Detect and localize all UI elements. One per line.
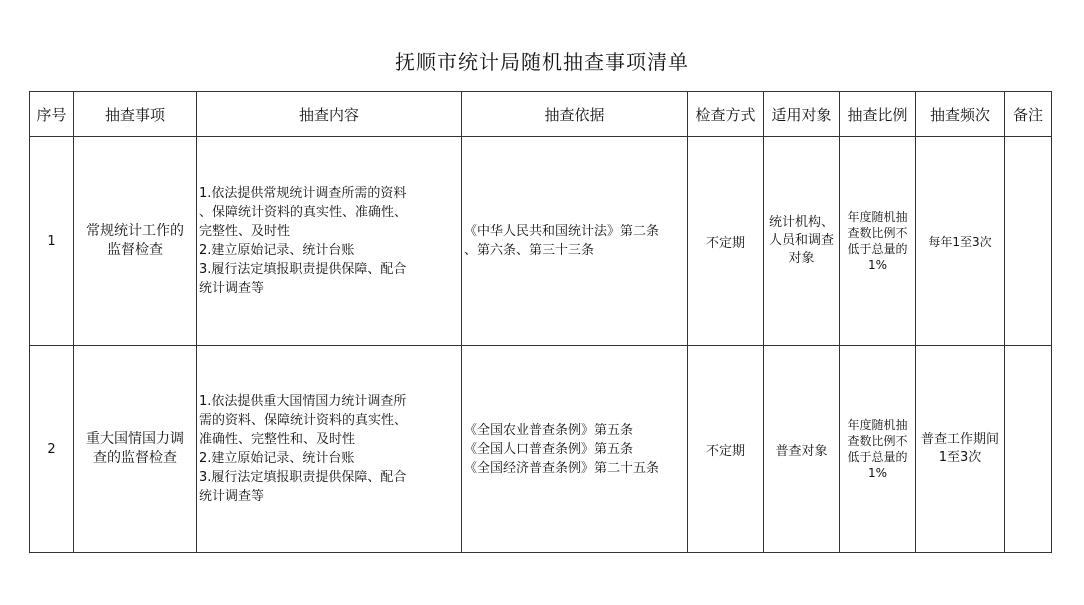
header-basis: 抽查依据 <box>462 92 688 137</box>
cell-remark <box>1005 346 1052 553</box>
cell-target: 普查对象 <box>764 346 840 553</box>
content-line: 2.建立原始记录、统计台账 <box>199 243 355 258</box>
table-row <box>30 137 1052 346</box>
cell-no: 2 <box>30 346 74 553</box>
content-line: 需的资料、保障统计资料的真实性、 <box>199 413 408 428</box>
header-remark: 备注 <box>1005 92 1052 137</box>
content-line: 3.履行法定填报职责提供保障、配合 <box>199 262 407 277</box>
header-frequency: 抽查频次 <box>916 92 1005 137</box>
cell-basis <box>462 346 688 553</box>
content-line: 3.履行法定填报职责提供保障、配合 <box>199 470 407 485</box>
content-line: 1.依法提供常规统计调查所需的资料 <box>199 186 407 201</box>
content-line: 完整性、及时性 <box>199 224 291 239</box>
content-line: 统计调查等 <box>199 281 265 296</box>
header-item: 抽查事项 <box>74 92 197 137</box>
cell-content <box>197 137 462 346</box>
content-line: 1.依法提供重大国情国力统计调查所 <box>199 394 407 409</box>
header-ratio: 抽查比例 <box>840 92 916 137</box>
basis-line: 、第六条、第三十三条 <box>464 243 595 258</box>
content-line: 统计调查等 <box>199 489 265 504</box>
content-line: 、保障统计资料的真实性、准确性、 <box>199 205 408 220</box>
cell-ratio: 年度随机抽查数比例不低于总量的1% <box>840 346 916 553</box>
content-line: 准确性、完整性和、及时性 <box>199 432 356 447</box>
cell-ratio: 年度随机抽查数比例不低于总量的1% <box>840 137 916 346</box>
page-title: 抚顺市统计局随机抽查事项清单 <box>395 50 689 74</box>
basis-line: 《中华人民共和国统计法》第二条 <box>464 224 660 239</box>
header-no: 序号 <box>30 92 74 137</box>
header-content: 抽查内容 <box>197 92 462 137</box>
cell-content <box>197 346 462 553</box>
cell-basis <box>462 137 688 346</box>
header-row <box>30 92 1052 137</box>
table-row <box>30 346 1052 553</box>
basis-line: 《全国农业普查条例》第五条 <box>464 422 634 438</box>
inspection-table <box>29 91 1052 553</box>
cell-method: 不定期 <box>688 137 764 346</box>
cell-target: 统计机构、人员和调查对象 <box>764 137 840 346</box>
cell-frequency: 每年1至3次 <box>916 137 1005 346</box>
content-line: 2.建立原始记录、统计台账 <box>199 451 355 466</box>
header-method: 检查方式 <box>688 92 764 137</box>
cell-item: 重大国情国力调查的监督检查 <box>74 346 197 553</box>
cell-remark <box>1005 137 1052 346</box>
header-target: 适用对象 <box>764 92 840 137</box>
cell-item: 常规统计工作的监督检查 <box>74 137 197 346</box>
basis-line: 《全国经济普查条例》第二十五条 <box>464 460 660 476</box>
cell-no: 1 <box>30 137 74 346</box>
cell-method: 不定期 <box>688 346 764 553</box>
basis-line: 《全国人口普查条例》第五条 <box>464 441 634 457</box>
cell-frequency: 普查工作期间1至3次 <box>916 346 1005 553</box>
